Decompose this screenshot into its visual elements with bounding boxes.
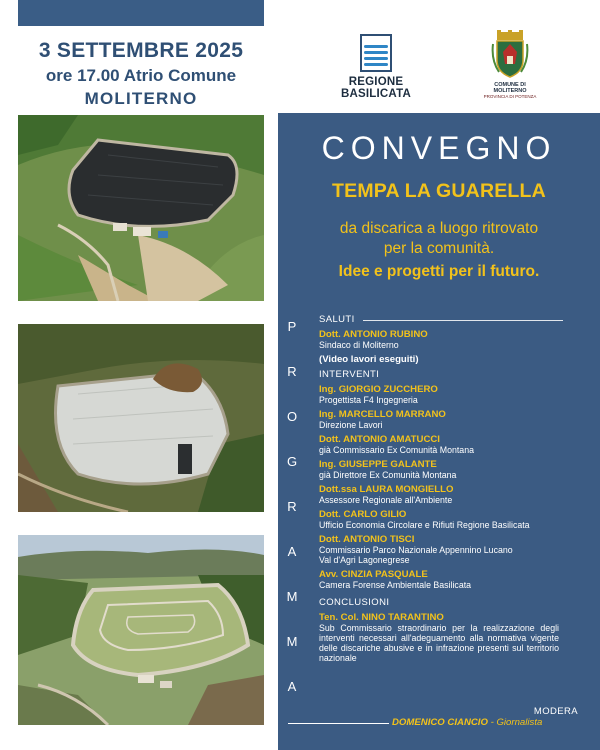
speaker-entry [319, 612, 589, 663]
section-label: INTERVENTI [319, 369, 380, 380]
speaker-name: Dott. ANTONIO AMATUCCI [319, 434, 440, 445]
programma-letter: A [287, 679, 297, 694]
speaker-name: Ing. GIUSEPPE GALANTE [319, 459, 437, 470]
speaker-role: già Commissario Ex Comunità Montana [319, 445, 474, 455]
section-label: CONCLUSIONI [319, 597, 390, 608]
comune-moliterno-logo [478, 30, 542, 99]
section-divider [363, 320, 563, 321]
comune-province: PROVINCIA DI POTENZA [483, 94, 537, 99]
regione-basilicata-logo [336, 34, 416, 100]
speaker-name: Dott. CARLO GILIO [319, 509, 407, 520]
speaker-entry [319, 384, 589, 405]
regione-name-line2: BASILICATA [341, 88, 411, 100]
event-tagline: Idee e progetti per il futuro. [338, 263, 540, 280]
aerial-photo-landfill-black [18, 115, 264, 301]
speaker-entry [319, 509, 589, 530]
comune-name: COMUNE DI MOLITERNO [493, 82, 527, 94]
moderator [392, 717, 592, 729]
programma-letter: R [287, 364, 297, 379]
regione-name-line1: REGIONE [348, 76, 404, 88]
speaker-role: Camera Forense Ambientale Basilicata [319, 580, 472, 590]
programma-letter: M [286, 589, 298, 604]
aerial-photo-landfill-green [18, 535, 264, 725]
speaker-name: Avv. CINZIA PASQUALE [319, 569, 428, 580]
programma-letter: P [287, 319, 297, 334]
speaker-role: Ufficio Economia Circolare e Rifiuti Regione Basilicata [319, 520, 530, 530]
moderator-name: DOMENICO CIANCIO [392, 717, 488, 728]
regione-emblem-icon [360, 34, 392, 72]
top-accent-bar [18, 0, 264, 26]
speaker-name: Dott. ANTONIO RUBINO [319, 329, 428, 340]
program-list [319, 314, 589, 667]
speaker-role: Direzione Lavori [319, 420, 383, 430]
event-date-block [18, 38, 264, 110]
speaker-name: Dott. ANTONIO TISCI [319, 534, 415, 545]
programma-letter: A [287, 544, 297, 559]
speaker-role: Sub Commissario straordinario per la realizzazione degli interventi necessari all'adeguamento alla normativa vigente delle discariche abusive e in infrazione presenti sul territorio nazionale [319, 623, 559, 663]
speaker-role-line2: Val d'Agri Lagonegrese [319, 555, 410, 565]
event-subtitle-line1: da discarica a luogo ritrovato [339, 220, 539, 237]
aerial-photo-landfill-white [18, 324, 264, 512]
event-time-place: ore 17.00 Atrio Comune [45, 66, 237, 85]
event-title: TEMPA LA GUARELLA [332, 180, 546, 202]
speaker-entry [319, 484, 589, 505]
section-interventi [319, 369, 589, 381]
speaker-entry [319, 459, 589, 480]
speaker-name: Ten. Col. NINO TARANTINO [319, 612, 444, 623]
event-subtitle-line2: per la comunità. [383, 240, 495, 257]
speaker-role: Progettista F4 Ingegneria [319, 395, 418, 405]
speaker-name: Dott.ssa LAURA MONGIELLO [319, 484, 454, 495]
programma-letter: R [287, 499, 297, 514]
section-saluti [319, 314, 589, 326]
speaker-role: Assessore Regionale all'Ambiente [319, 495, 453, 505]
speaker-entry [319, 569, 589, 590]
video-note-text: (Video lavori eseguiti) [319, 354, 419, 365]
section-conclusioni [319, 597, 589, 609]
speaker-role: Sindaco di Moliterno [319, 340, 399, 350]
event-town: MOLITERNO [84, 89, 198, 108]
speaker-entry [319, 329, 589, 350]
section-label: SALUTI [319, 314, 355, 325]
speaker-role: già Direttore Ex Comunità Montana [319, 470, 457, 480]
event-date: 3 SETTEMBRE 2025 [38, 39, 244, 62]
event-subtitle [278, 219, 600, 259]
programma-letter: O [286, 409, 298, 424]
moderator-divider [288, 723, 389, 724]
speaker-name: Ing. MARCELLO MARRANO [319, 409, 446, 420]
programma-letter: G [286, 454, 298, 469]
section-modera: MODERA [533, 706, 578, 717]
speaker-entry [319, 409, 589, 430]
speaker-entry [319, 434, 589, 455]
comune-crest-icon [491, 30, 529, 80]
programma-vertical-label [283, 320, 301, 700]
event-kind: CONVEGNO [321, 130, 557, 166]
speaker-name: Ing. GIORGIO ZUCCHERO [319, 384, 438, 395]
video-note [319, 354, 589, 366]
speaker-entry [319, 534, 589, 565]
speaker-role: Commissario Parco Nazionale Appennino Lucano [319, 545, 513, 555]
moderator-role: - Giornalista [487, 717, 543, 728]
programma-letter: M [286, 634, 298, 649]
